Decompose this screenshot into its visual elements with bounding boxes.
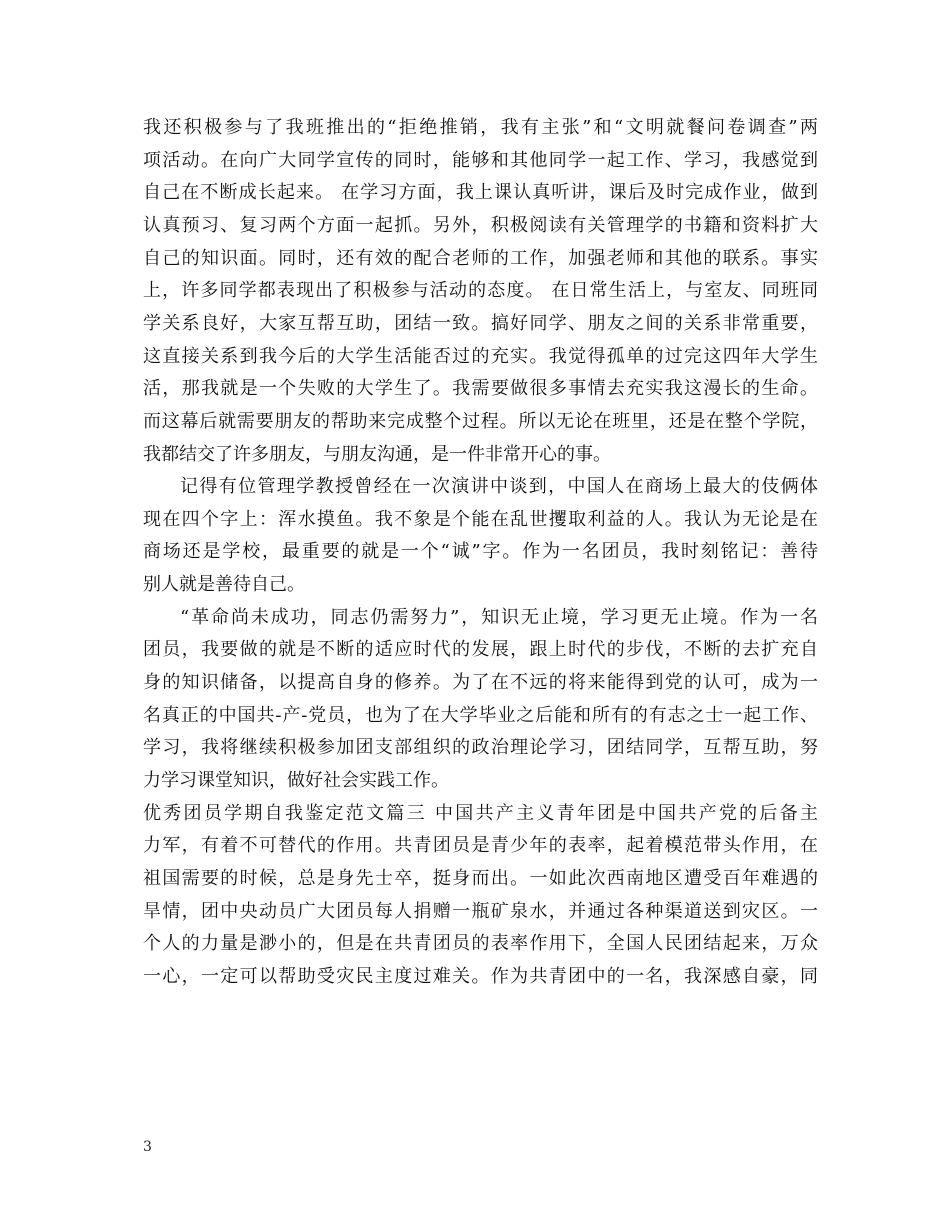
text-line: 优秀团员学期自我鉴定范文篇三 中国共产主义青年团是中国共产党的后备主 — [143, 802, 818, 824]
text-line: 我还积极参与了我班推出的“拒绝推销，我有主张”和“文明就餐问卷调查”两 — [143, 117, 818, 138]
text-line: 现在四个字上：浑水摸鱼。我不象是个能在乱世攫取利益的人。我认为无论是在 — [143, 508, 818, 530]
text-line: 学习，我将继续积极参加团支部组织的政治理论学习，团结同学，互帮互助，努 — [143, 737, 818, 759]
text-line: 自己在不断成长起来。 在学习方面，我上课认真听讲，课后及时完成作业，做到 — [143, 182, 818, 204]
text-line: 自己的知识面。同时，还有效的配合老师的工作，加强老师和其他的联系。事实 — [143, 247, 818, 269]
text-line: 项活动。在向广大同学宣传的同时，能够和其他同学一起工作、学习，我感觉到 — [143, 149, 818, 171]
text-line: 旱情，团中央动员广大团员每人捐赠一瓶矿泉水，并通过各种渠道送到灾区。一 — [143, 900, 818, 922]
text-line: 学关系良好，大家互帮互助，团结一致。搞好同学、朋友之间的关系非常重要， — [143, 312, 818, 334]
text-line: 认真预习、复习两个方面一起抓。另外，积极阅读有关管理学的书籍和资料扩大 — [143, 214, 818, 236]
text-line: 别人就是善待自己。 — [143, 574, 305, 596]
text-line: 记得有位管理学教授曾经在一次演讲中谈到，中国人在商场上最大的伎俩体 — [180, 476, 818, 498]
text-line: 身的知识储备，以提高自身的修养。为了在不远的将来能得到党的认可，成为一 — [143, 672, 818, 694]
text-line: 而这幕后就需要朋友的帮助来完成整个过程。所以无论在班里，还是在整个学院， — [143, 410, 818, 432]
text-line: 一心，一定可以帮助受灾民主度过难关。作为共青团中的一名，我深感自豪，同 — [143, 965, 818, 987]
text-line: 力军，有着不可替代的作用。共青团员是青少年的表率，起着模范带头作用，在 — [143, 835, 818, 857]
text-line: 我都结交了许多朋友，与朋友沟通，是一件非常开心的事。 — [143, 443, 611, 465]
text-line: 祖国需要的时候，总是身先士卒，挺身而出。一如此次西南地区遭受百年难遇的 — [143, 867, 818, 889]
page-number: 3 — [143, 1139, 152, 1155]
text-line: 个人的力量是渺小的，但是在共青团员的表率作用下，全国人民团结起来，万众 — [143, 933, 818, 955]
text-line: 这直接关系到我今后的大学生活能否过的充实。我觉得孤单的过完这四年大学生 — [143, 345, 818, 367]
text-line: 力学习课堂知识，做好社会实践工作。 — [143, 770, 449, 791]
text-line: 活，那我就是一个失败的大学生了。我需要做很多事情去充实我这漫长的生命。 — [143, 378, 818, 400]
text-line: 商场还是学校，最重要的就是一个“诚”字。作为一名团员，我时刻铭记：善待 — [143, 541, 818, 563]
text-line: 上，许多同学都表现出了积极参与活动的态度。 在日常生活上，与室友、同班同 — [143, 280, 818, 302]
text-line: 团员，我要做的就是不断的适应时代的发展，跟上时代的步伐，不断的去扩充自 — [143, 639, 818, 661]
text-line: “革命尚未成功，同志仍需努力”，知识无止境，学习更无止境。作为一名 — [180, 606, 818, 628]
text-line: 名真正的中国共-产-党员，也为了在大学毕业之后能和所有的有志之士一起工作、 — [143, 704, 818, 726]
